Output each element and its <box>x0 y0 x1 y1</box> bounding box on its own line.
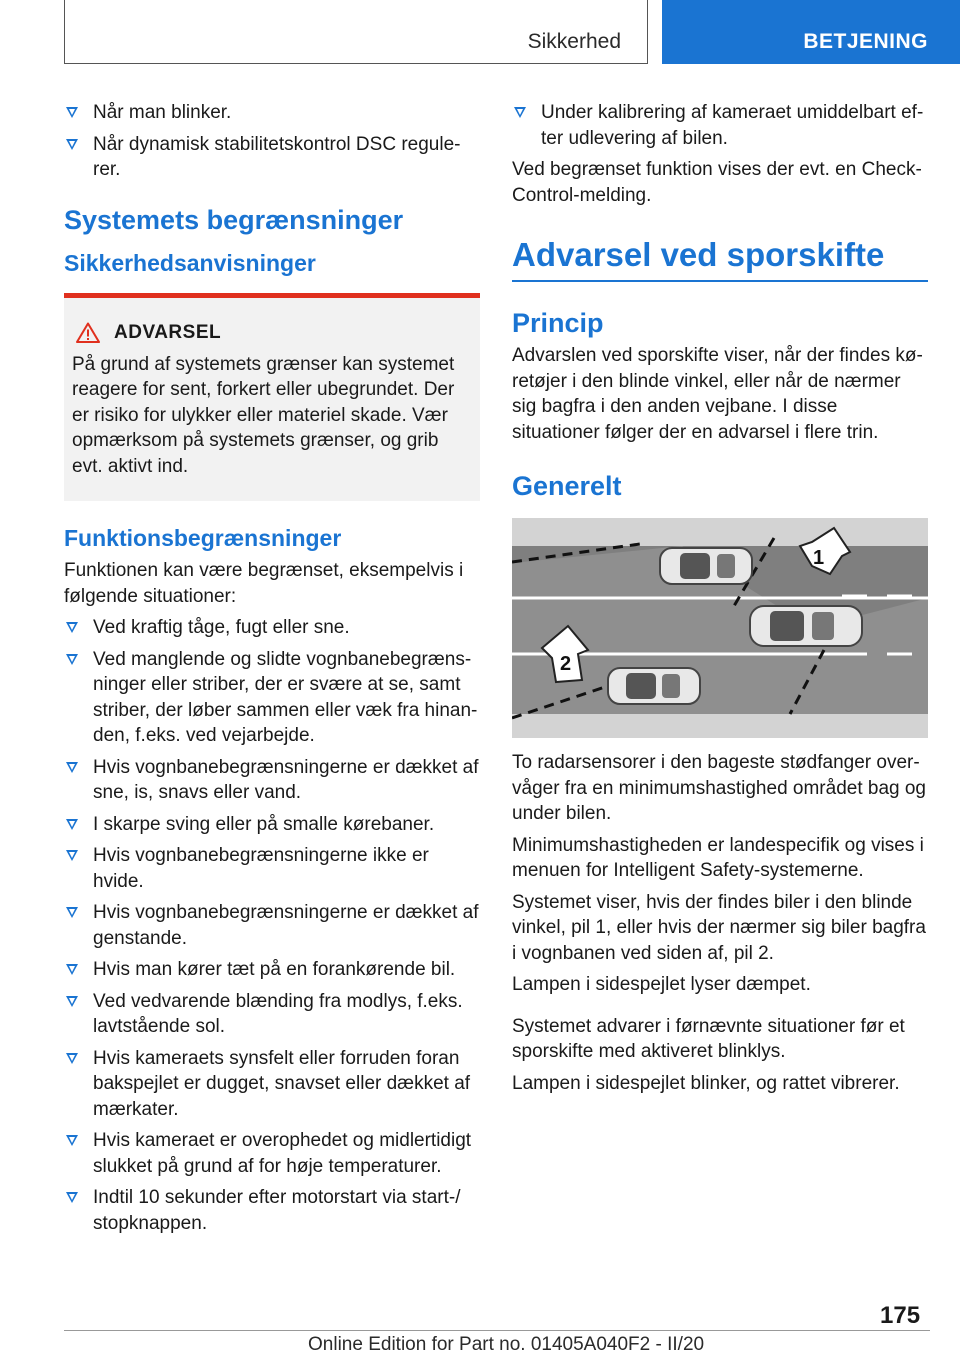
right-column <box>512 100 928 1102</box>
function-limit-bullets <box>64 615 480 1236</box>
bullet-triangle-icon <box>66 654 78 665</box>
right-top-bullets <box>512 100 928 151</box>
limited-function-text: Ved begrænset funktion vises der evt. en Check-Control-melding. <box>512 159 922 206</box>
list-item: Hvis vognbanebegrænsningerne er dækket af sne, is, snavs eller vand. <box>64 755 480 806</box>
bullet-triangle-icon <box>66 964 78 975</box>
header-section-title: Sikkerhed <box>527 30 621 53</box>
heading-general: Generelt <box>512 471 622 501</box>
bullet-triangle-icon <box>66 1192 78 1203</box>
bullet-triangle-icon <box>66 996 78 1007</box>
function-intro: Funktionen kan være begrænset, eksempelvis i følgende situationer: <box>64 560 464 607</box>
general-para-4: Lampen i sidespejlet lyser dæmpet. <box>512 974 811 995</box>
general-para-3: Systemet viser, hvis der findes biler i den blinde vinkel, pil 1, eller hvis der nærmer sig biler bagfra i vognbanen ved siden af, pil 2. <box>512 891 926 964</box>
list-item: Hvis man kører tæt på en forankørende bil. <box>64 957 480 983</box>
car-top <box>660 548 752 584</box>
left-column <box>64 100 480 1242</box>
list-item: Når dynamisk stabilitetskontrol DSC regule-rer. <box>64 132 480 183</box>
general-para-2: Minimumshastigheden er landespecifik og vises i menuen for Intelligent Safety-systemerne. <box>512 834 924 881</box>
blind-spot-illustration <box>512 518 928 738</box>
list-item: Ved manglende og slidte vognbanebegræns-ninger eller striber, der er svære at se, samt striber, der løber sammen eller væk fra hinan-den, f.eks. ved vejarbejde. <box>64 647 480 749</box>
page-number: 175 <box>880 1302 921 1329</box>
principle-text: Advarslen ved sporskifte viser, når der findes kø-retøjer i den blinde vinkel, eller når de nærmer sig bagfra i den anden vejbane. I disse situationer følger der en advarsel i flere trin. <box>512 345 923 443</box>
list-item: Under kalibrering af kameraet umiddelbart ef-ter udlevering af bilen. <box>512 100 928 151</box>
list-item: Ved kraftig tåge, fugt eller sne. <box>64 615 480 641</box>
heading-system-limits: Systemets begrænsninger <box>64 204 404 235</box>
bullet-triangle-icon <box>66 907 78 918</box>
warning-header <box>72 322 472 344</box>
bullet-triangle-icon <box>66 622 78 633</box>
list-item: Hvis kameraet er overophedet og midlertidigt slukket på grund af for høje temperaturer. <box>64 1128 480 1179</box>
bullet-triangle-icon <box>66 819 78 830</box>
warning-triangle-icon <box>76 322 100 343</box>
list-item: Hvis vognbanebegrænsningerne er dækket af genstande. <box>64 900 480 951</box>
list-item: Hvis vognbanebegrænsningerne ikke er hvide. <box>64 843 480 894</box>
header-tab-label: BETJENING <box>803 30 928 53</box>
list-item: Hvis kameraets synsfelt eller forruden foran bakspejlet er dugget, snavset eller dækket af mærkater. <box>64 1046 480 1123</box>
car-bottom <box>608 668 700 704</box>
bullet-triangle-icon <box>514 107 526 118</box>
header-tab <box>662 0 960 64</box>
heading-lane-change-warning: Advarsel ved sporskifte <box>512 236 928 282</box>
footer-edition: Online Edition for Part no. 01405A040F2 - II/20 <box>308 1334 705 1355</box>
general-para-1: To radarsensorer i den bageste stødfanger over-våger fra en minimumshastighed området bag og under bilen. <box>512 752 927 824</box>
list-item: Indtil 10 sekunder efter motorstart via start-/ stopknappen. <box>64 1185 480 1236</box>
footer-divider <box>64 1330 930 1331</box>
warning-box <box>64 293 480 502</box>
bullet-triangle-icon <box>66 1053 78 1064</box>
header-box <box>64 0 648 64</box>
bullet-triangle-icon <box>66 139 78 150</box>
bullet-triangle-icon <box>66 1135 78 1146</box>
warning-text: På grund af systemets grænser kan systemet reagere for sent, forkert eller ubegrundet. Der er risiko for ulykker eller materiel skade. Vær opmærksom på systemets grænser, og grib evt. aktivt ind. <box>72 353 455 477</box>
heading-principle: Princip <box>512 308 604 338</box>
general-para-5: Systemet advarer i førnævnte situationer før et sporskifte med aktiveret blinklys. <box>512 1015 905 1062</box>
svg-text:1: 1 <box>813 547 825 569</box>
bullet-triangle-icon <box>66 762 78 773</box>
car-center <box>750 606 862 646</box>
bullet-triangle-icon <box>66 850 78 861</box>
list-item: Når man blinker. <box>64 100 480 126</box>
warning-title: ADVARSEL <box>114 321 222 343</box>
heading-safety-notes: Sikkerhedsanvisninger <box>64 249 316 276</box>
general-para-6: Lampen i sidespejlet blinker, og rattet vibrerer. <box>512 1072 900 1094</box>
heading-function-limits: Funktionsbegrænsninger <box>64 525 342 551</box>
list-item: I skarpe sving eller på smalle kørebaner. <box>64 812 480 838</box>
bullet-triangle-icon <box>66 107 78 118</box>
left-top-bullets <box>64 100 480 183</box>
svg-text:2: 2 <box>560 653 572 675</box>
list-item: Ved vedvarende blænding fra modlys, f.eks. lavtstående sol. <box>64 989 480 1040</box>
